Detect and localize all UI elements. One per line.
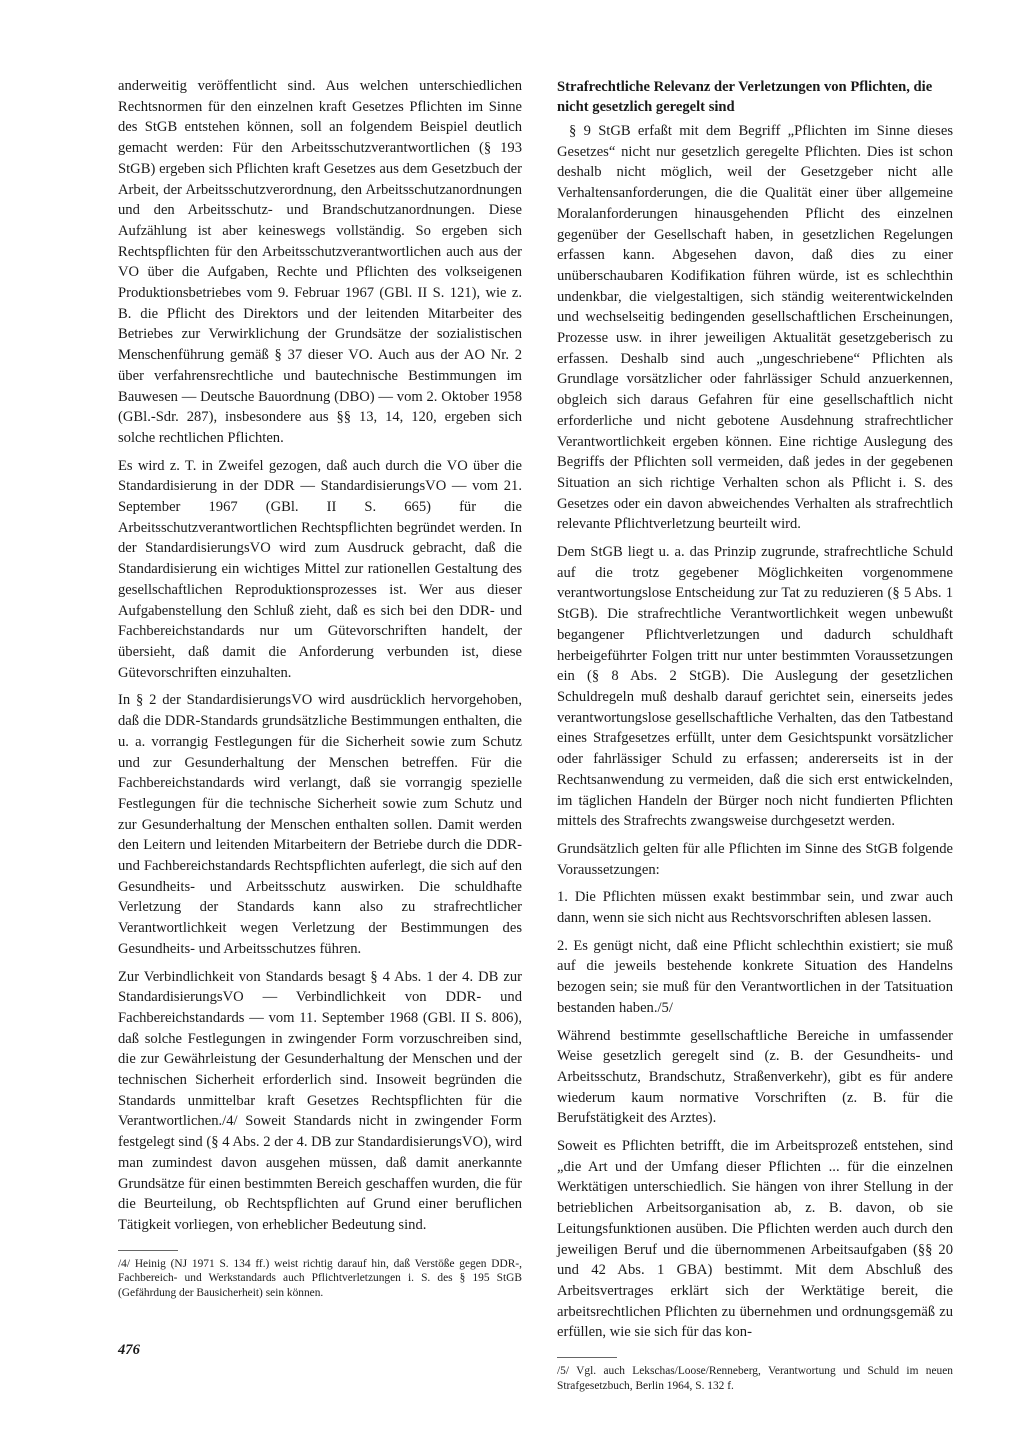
paragraph: In § 2 der StandardisierungsVO wird ausdrücklich hervorgehoben, daß die DDR-Standards grundsätzliche Bestimmungen enthalten, die u. a. vorrangig Festlegungen für die Sicherheit sowie zum Schutz und zur Gesunderhaltung der Menschen betreffen. Für die Fachbereichstandards wird verlangt, daß sie vorrangig spezielle Festlegungen für die technische Sicherheit sowie zum Schutz und zur Gesunderhaltung der Menschen enthalten sollen. Damit werden den Leitern und leitenden Mitarbeitern der Betriebe durch die DDR- und Fachbereichstandards Rechtspflichten auferlegt, die sich auf den Gesundheits- und Arbeitsschutz auswirken. Die schuldhafte Verletzung der Standards kann also zu strafrechtlicher Verantwortlichkeit wegen Verletzung der Bestimmungen des Gesundheits- und Arbeitsschutzes führen. xyxy=(118,692,522,957)
paragraph: Während bestimmte gesellschaftliche Bereiche in umfassender Weise gesetzlich geregelt sind (z. B. der Gesundheits- und Arbeitsschutz, Brandschutz, Straßenverkehr), gibt es für andere wiederum kaum normative Vorschriften (z. B. für die Berufstätigkeit des Arztes). xyxy=(557,1027,953,1127)
paragraph: Grundsätzlich gelten für alle Pflichten im Sinne des StGB folgende Voraussetzungen: xyxy=(557,840,953,878)
footnote-5: /5/ Vgl. auch Lekschas/Loose/Renneberg, Verantwortung und Schuld im neuen Strafgesetzbuch, Berlin 1964, S. 132 f. xyxy=(557,1365,953,1392)
section-heading: Strafrechtliche Relevanz der Verletzungen von Pflichten, die nicht gesetzlich geregelt sind xyxy=(557,79,933,115)
paragraph: § 9 StGB erfaßt mit dem Begriff „Pflichten im Sinne dieses Gesetzes“ nicht nur gesetzlich geregelte Pflichten. Dies ist schon deshalb nicht möglich, weil der Gesetzgeber nicht alle Verhaltensanforderungen, die die Qualität einer über allgemeine Moralanforderungen hinausgehenden Pflicht des einzelnen gegenüber der Gesellschaft haben, in gesetzlichen Regelungen erfassen kann. Abgesehen davon, daß dies zu einer unüberschaubaren Kodifikation führen würde, ist es schlechthin undenkbar, die vielgestaltigen, sich ständig weiterentwickelnden und wechselseitig bedingenden gesellschaftlichen Erscheinungen, Prozesse usw. in ihrer jeweiligen Aktualität gesetzgeberisch zu erfassen. Deshalb sind auch „ungeschriebene“ Pflichten als Grundlage vorsätzlicher oder fahrlässiger Schuld anzuerkennen, obgleich sich daraus Gefahren für eine gesellschaftlich nicht erforderliche und nicht gebotene Ausdehnung strafrechtlicher Verantwortlichkeit ergeben können. Eine richtige Auslegung des Begriffs der Pflichten soll vermeiden, daß jedes in der gegebenen Situation an sich richtige Verhalten schon als Pflicht i. S. des Gesetzes oder ein davon abweichendes Verhalten als strafrechtlich relevante Pflichtverletzung beurteilt wird. xyxy=(557,123,953,533)
paragraph: Dem StGB liegt u. a. das Prinzip zugrunde, strafrechtliche Schuld auf die trotz gegebener Möglichkeiten vorgenommene verantwortungslose Entscheidung zur Tat zu reduzieren (§ 5 Abs. 1 StGB). Die strafrechtliche Verantwortlichkeit wegen unbewußt begangener Pflichtverletzungen und dadurch schuldhaft herbeigeführter Folgen tritt nur unter bestimmten Voraussetzungen ein (§ 8 Abs. 2 StGB). Die Auslegung der gesetzlichen Schuldregeln muß deshalb darauf gerichtet sein, einerseits jedes verantwortungslose gesellschaftliche Verhalten, das den Tatbestand eines Strafgesetzes erfüllt, unter dem Gesichtspunkt vorsätzlicher oder fahrlässiger Schuld zu erfassen; andererseits ist in der Rechtsanwendung zu vermeiden, daß die sich erst entwickelnden, im täglichen Handeln der Bürger noch nicht fundierten Pflichten mittels des Strafrechts zwangsweise durchgesetzt werden. xyxy=(557,544,953,830)
footnote-divider xyxy=(557,1357,617,1358)
right-column xyxy=(557,76,953,1400)
list-item: 2. Es genügt nicht, daß eine Pflicht schlechthin existiert; sie muß auf die jeweils bestehende konkrete Situation des Handelns bezogen sein; sie muß für den Verantwortlichen in der Tatsituation bestanden haben./5/ xyxy=(557,937,953,1016)
paragraph: Es wird z. T. in Zweifel gezogen, daß auch durch die VO über die Standardisierung in der DDR — StandardisierungsVO — vom 21. September 1967 (GBl. II S. 665) für die Arbeitsschutzverantwortlichen Rechtspflichten begründet werden. In der StandardisierungsVO wird zum Ausdruck gebracht, daß die Standardisierung ein wichtiges Mittel zur rationellen Gestaltung des gesellschaftlichen Reproduktionsprozesses ist. Wer aus dieser Aufgabenstellung den Schluß zieht, daß es sich bei den DDR- und Fachbereichstandards nur um Gütevorschriften handelt, der übersieht, daß damit die Anforderung verbunden ist, diese Gütevorschriften einzuhalten. xyxy=(118,457,522,681)
page-number: 476 xyxy=(118,1342,140,1358)
paragraph: anderweitig veröffentlicht sind. Aus welchen unterschiedlichen Rechtsnormen für den einzelnen kraft Gesetzes Pflichten im Sinne des StGB entstehen können, soll an folgendem Beispiel deutlich gemacht werden: Für den Arbeitsschutzverantwortlichen (§ 193 StGB) ergeben sich Pflichten kraft Gesetzes aus dem Gesetzbuch der Arbeit, der Arbeitsschutzverordnung, den Arbeitsschutzanordnungen und den Arbeitsschutz- und Brandschutzanordnungen. Diese Aufzählung ist aber keineswegs vollständig. So ergeben sich Rechtspflichten für den Arbeitsschutzverantwortlichen auch aus der VO über die Aufgaben, Rechte und Pflichten des volkseigenen Produktionsbetriebes vom 9. Februar 1967 (GBl. II S. 121), wie z. B. die Pflicht des Direktors und der leitenden Mitarbeiter des Betriebes zur Verwirklichung der Grundsätze der sozialistischen Menschenführung gemäß § 37 dieser VO. Auch aus der AO Nr. 2 über verfahrensrechtliche und bautechnische Bestimmungen im Bauwesen — Deutsche Bauordnung (DBO) — vom 2. Oktober 1958 (GBl.-Sdr. 287), insbesondere aus §§ 13, 14, 120, ergeben sich solche rechtlichen Pflichten. xyxy=(118,78,522,446)
paragraph: Soweit es Pflichten betrifft, die im Arbeitsprozeß entstehen, sind „die Art und der Umfang dieser Pflichten ... für die einzelnen Werktätigen unterschiedlich. Sie hängen von ihrer Stellung in der betrieblichen Arbeitsorganisation ab, z. B. davon, ob sie Leitungsfunktionen ausüben. Die Pflichten werden auch durch den jeweiligen Beruf und die übernommenen Arbeitsaufgaben (§§ 20 und 42 Abs. 1 GBA) bestimmt. Mit dem Abschluß des Arbeitsvertrages erklärt sich der Werktätige bereit, die arbeitsrechtlichen Pflichten zu übernehmen und ordnungsgemäß zu erfüllen, wie sie sich für das kon- xyxy=(557,1138,953,1341)
footnote-divider xyxy=(118,1250,178,1251)
list-item: 1. Die Pflichten müssen exakt bestimmbar sein, und zwar auch dann, wenn sie sich nicht aus Rechtsvorschriften ablesen lassen. xyxy=(557,889,953,927)
left-column xyxy=(118,76,522,1307)
footnote-4: /4/ Heinig (NJ 1971 S. 134 ff.) weist richtig darauf hin, daß Verstöße gegen DDR-, Fachbereich- und Werkstandards auch Pflichtverletzungen i. S. des § 195 StGB (Gefährdung der Bausicherheit) sein können. xyxy=(118,1257,522,1299)
paragraph: Zur Verbindlichkeit von Standards besagt § 4 Abs. 1 der 4. DB zur StandardisierungsVO — Verbindlichkeit von DDR- und Fachbereichstandards — vom 11. September 1968 (GBl. II S. 806), daß solche Festlegungen in zwingender Form vorzuschreiben sind, die zur Gewährleistung der Gesunderhaltung der Menschen und der technischen Sicherheit erforderlich sind. Insoweit begründen die Standards unmittelbar kraft Gesetzes Rechtspflichten für die Verantwortlichen./4/ Soweit Standards nicht in zwingender Form festgelegt sind (§ 4 Abs. 2 der 4. DB zur StandardisierungsVO), wird man zumindest davon ausgehen müssen, daß damit anerkannte Grundsätze für einen bestimmten Bereich geschaffen wurden, die für die Beurteilung, ob Rechtspflichten auf Grund einer beruflichen Tätigkeit vorliegen, von erheblicher Bedeutung sind. xyxy=(118,968,522,1233)
